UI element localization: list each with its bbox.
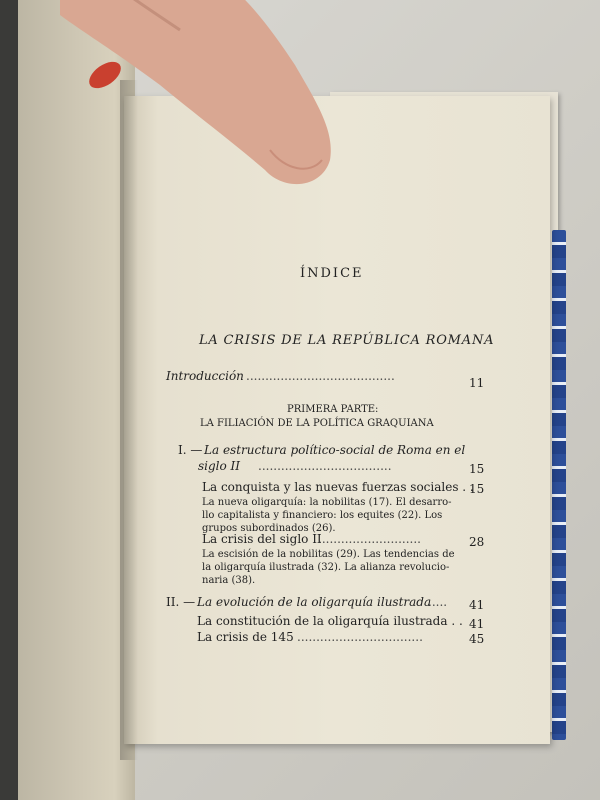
chapter2-page: 41 bbox=[469, 598, 485, 612]
section-leader: ........................... bbox=[318, 532, 421, 546]
section-title: La constitución de la oligarquía ilustrada . . bbox=[197, 614, 463, 628]
hand-finger bbox=[60, 0, 350, 190]
section-desc-line: La escisión de la nobilitas (29). Las tendencias de bbox=[202, 549, 455, 560]
part-subheading: LA FILIACIÓN DE LA POLÍTICA GRAQUIANA bbox=[200, 418, 434, 429]
cover-edge bbox=[0, 0, 18, 800]
chapter2-title: La evolución de la oligarquía ilustrada bbox=[197, 595, 432, 609]
section-desc-line: naria (38). bbox=[202, 575, 256, 586]
section-desc-line: grupos subordinados (26). bbox=[202, 523, 336, 534]
section-title: La crisis de 145 bbox=[197, 630, 294, 644]
section-desc-line: La nueva oligarquía: la nobilitas (17). El desarro- bbox=[202, 497, 452, 508]
section-desc-line: llo capitalista y financiero: los equites (22). Los bbox=[202, 510, 443, 521]
section-desc-line: la oligarquía ilustrada (32). La alianza revolucio- bbox=[202, 562, 450, 573]
section-page: 45 bbox=[469, 632, 485, 646]
section-title: La conquista y las nuevas fuerzas sociales . . bbox=[202, 480, 474, 494]
blue-book-edge bbox=[552, 230, 566, 740]
section-page: 41 bbox=[469, 617, 485, 631]
chapter1-title-line2: siglo II bbox=[198, 459, 241, 473]
section-page: 28 bbox=[469, 535, 485, 549]
section-leader: ................................. bbox=[297, 630, 423, 644]
chapter2-leader: ..... bbox=[428, 595, 448, 609]
section-title: La crisis del siglo II bbox=[202, 532, 322, 546]
chapter1-title-line1: La estructura político-social de Roma en el bbox=[204, 443, 466, 457]
introduction-label: Introducción bbox=[166, 369, 244, 383]
chapter1-number: I. — bbox=[178, 443, 203, 457]
chapter1-page: 15 bbox=[469, 462, 485, 476]
chapter1-leader: ................................... bbox=[258, 459, 392, 473]
part-heading: PRIMERA PARTE: bbox=[287, 404, 379, 415]
chapter2-number: II. — bbox=[166, 595, 196, 609]
introduction-leader: ....................................... bbox=[246, 369, 395, 383]
introduction-page: 11 bbox=[469, 376, 485, 390]
index-title: ÍNDICE bbox=[300, 266, 364, 281]
book-title: LA CRISIS DE LA REPÚBLICA ROMANA bbox=[199, 333, 495, 348]
section-page: 15 bbox=[469, 482, 485, 496]
